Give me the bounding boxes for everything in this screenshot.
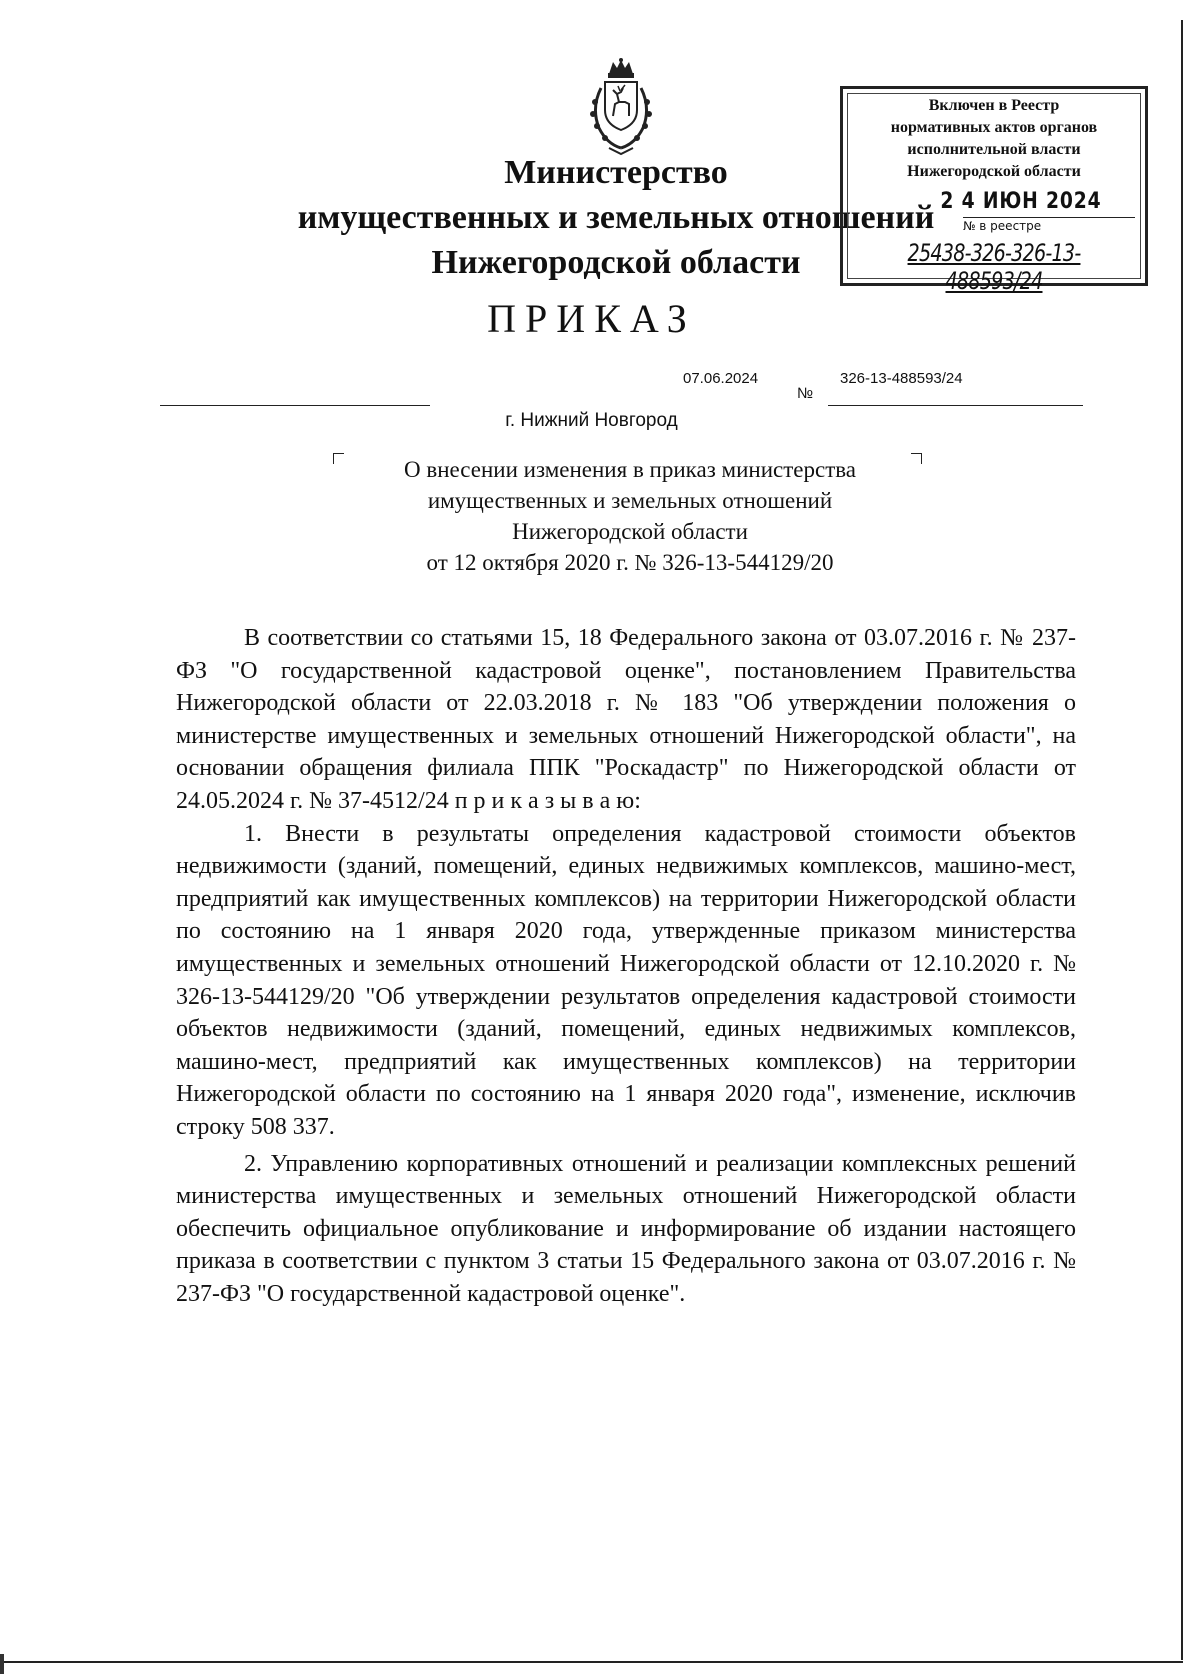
order-subject [340,454,920,578]
subject-line-1: О внесении изменения в приказ министерства [403,457,857,482]
stamp-line-4: Нижегородской области [907,163,1081,180]
item-2-paragraph: 2. Управлению корпоративных отношений и реализации комплексных решений министерства имущественных и земельных отношений Нижегородской области обеспечить официальное опубликование и информирование об издании настоящего приказа в соответствии с пунктом 3 статьи 15 Федерального закона от 03.07.2016 г. № 237-ФЗ "О государственной кадастровой оценке". [176,1150,1076,1307]
ministry-line-2: имущественных и земельных отношений [297,199,935,236]
stamp-line-3: исполнительной власти [907,141,1081,158]
stamp-line-2: нормативных актов органов [890,119,1098,136]
preamble-text: В соответствии со статьями 15, 18 Федерального закона от 03.07.2016 г. № 237-ФЗ "О государственной кадастровой оценке", постановлением Правительства Нижегородской области от 22.03.2018 г. № 183 "Об утверждении положения о министерстве имущественных и земельных отношений Нижегородской области", на основании обращения филиала ППК "Роскадастр" по Нижегородской области от 24.05.2024 г. № 37-4512/24 [176,625,1076,814]
item-1-paragraph: 1. Внести в результаты определения кадастровой стоимости объектов недвижимости (зданий, помещений, единых недвижимых комплексов, машино-мест, предприятий как имущественных комплексов) на территории Нижегородской области по состоянию на 1 января 2020 года, утвержденные приказом министерства имущественных и земельных отношений Нижегородской области от 12.10.2020 г. № 326-13-544129/20 "Об утверждении результатов определения кадастровой стоимости объектов недвижимости (зданий, помещений, единых недвижимых комплексов, машино-мест, предприятий как имущественных комплексов) на территории Нижегородской области по состоянию на 1 января 2020 года", изменение, исключив строку 508 337. [176,820,1076,1140]
order-body [176,622,1076,1310]
page-border-bottom [0,1661,1183,1663]
stamp-registry-label: № в реестре [963,219,1042,233]
ministry-line-3: Нижегородской области [431,244,801,281]
coat-of-arms-icon [583,58,659,156]
subject-line-2: имущественных и земельных отношений [427,488,833,513]
order-word: п р и к а з ы в а ю: [454,787,641,814]
scan-mark [0,1654,4,1674]
subject-line-4: от 12 октября 2020 г. № 326-13-544129/20 [426,550,834,575]
stamp-rule [963,217,1135,218]
registry-stamp [840,86,1148,295]
order-number: 326-13-488593/24 [840,370,963,387]
city: г. Нижний Новгород [505,410,678,431]
stamp-date: 2 4 ИЮН 2024 [939,189,1101,214]
number-sign: № [797,385,814,402]
ministry-line-1: Министерство [504,154,728,191]
document-type: ПРИКАЗ [487,296,696,341]
date-underline [160,405,430,406]
stamp-registry-number: 25438-326-326-13-488593/24 [907,239,1081,295]
preamble-paragraph [176,622,1076,818]
order-date: 07.06.2024 [683,370,759,387]
stamp-line-1: Включен в Реестр [928,97,1060,114]
subject-line-3: Нижегородской области [512,519,748,544]
stamp-text [843,95,1145,183]
page-border-right [1181,20,1183,1660]
number-underline [828,405,1083,406]
